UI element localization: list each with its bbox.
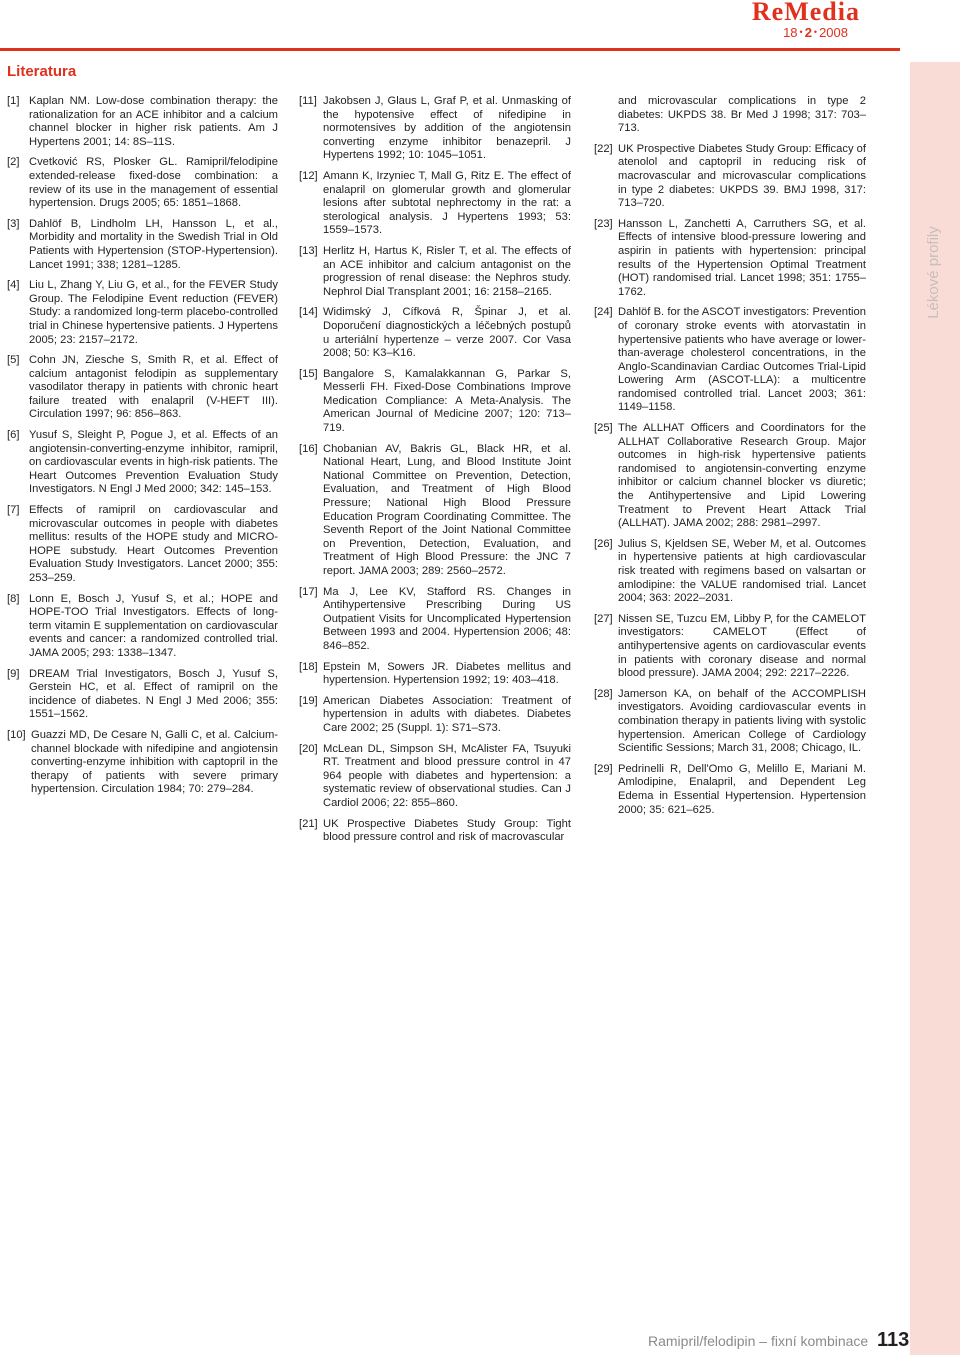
reference-text: Jakobsen J, Glaus L, Graf P, et al. Unmasking of the hypotensive effect of nifedipine in normotensives by addition of the angiotensin converting enzyme inhibitor benazepril. J Hypertens 1992; 10: 1045–1051. <box>323 95 571 162</box>
reference-item <box>7 668 278 722</box>
reference-item <box>7 156 278 210</box>
reference-number: [5] <box>7 354 20 367</box>
reference-number: [16] <box>299 442 318 455</box>
reference-number: [13] <box>299 244 318 257</box>
reference-item <box>7 218 278 272</box>
reference-item <box>7 354 278 422</box>
header-rule <box>0 48 900 51</box>
reference-text: Herlitz H, Hartus K, Risler T, et al. The effects of an ACE inhibitor and calcium antagonist on the progression of renal disease: the Nephros study. Nephrol Dial Transplant 2001; 16: 2158–2165. <box>323 244 571 298</box>
reference-text: Cohn JN, Ziesche S, Smith R, et al. Effect of calcium antagonist felodipin as supplementary vasodilator therapy in patients with chronic heart failure treated with enalapril (V-HEFT III). Circulation 1997; 96: 856–863. <box>29 354 278 421</box>
issue-part: 2 <box>804 25 812 40</box>
reference-text: UK Prospective Diabetes Study Group: Tight blood pressure control and risk of macrovascular <box>323 817 571 844</box>
reference-text: Jamerson KA, on behalf of the ACCOMPLISH investigators. Avoiding cardiovascular events in combination therapy in patients living with systolic hypertension. American College of Cardiology Scientific Sessions; March 31, 2008; Chicago, IL. <box>618 687 866 755</box>
reference-item <box>299 170 571 238</box>
reference-number: [17] <box>299 585 318 598</box>
issue-number: 18 <box>783 25 798 40</box>
reference-text: DREAM Trial Investigators, Bosch J, Yusuf S, Gerstein HC, et al. Effect of ramipril on the incidence of diabetes. N Engl J Med 2006; 355: 1551–1562. <box>29 667 278 721</box>
reference-text: Chobanian AV, Bakris GL, Black HR, et al. National Heart, Lung, and Blood Institute Joint National Committee on Prevention, Detection, Evaluation, and Treatment of High Blood Pressure; National High Blood Pressure Education Program Coordinating Committee. The Seventh Report of the Joint National Committee on Prevention, Detection, Evaluation, and Treatment of High Blood Pressure: the JNC 7 report. JAMA 2003; 289: 2560–2572. <box>323 442 571 577</box>
side-section-text: Lékové profily <box>924 225 942 319</box>
reference-number: [1] <box>7 95 20 107</box>
reference-item <box>7 504 278 586</box>
reference-number: [6] <box>7 429 20 442</box>
reference-number: [22] <box>594 142 613 155</box>
reference-text: Dahlöf B, Lindholm LH, Hansson L, et al., Morbidity and mortality in the Swedish Trial in Old Patients with Hypertension (STOP-Hypertension). Lancet 1991; 338; 1281–1285. <box>29 217 278 271</box>
reference-text: Amann K, Irzyniec T, Mall G, Ritz E. The effect of enalapril on glomerular growth and glomerular lesions after subtotal nephrectomy in the rat: a sterological analysis. J Hypertens 1993; 53: 1559–1573. <box>323 169 571 237</box>
reference-text: Epstein M, Sowers JR. Diabetes mellitus and hypertension. Hypertension 1992; 19: 403–418. <box>323 660 571 687</box>
reference-text: Yusuf S, Sleight P, Pogue J, et al. Effects of an angiotensin-converting-enzyme inhibitor, ramipril, on cardiovascular events in high-risk patients. The Heart Outcomes Prevention Evaluation Study Investigators. N Engl J Med 2000; 342: 145–153. <box>29 429 278 496</box>
reference-item <box>594 763 866 817</box>
issue-label <box>783 25 848 40</box>
section-title: Literatura <box>7 63 77 80</box>
running-title: Ramipril/felodipin – fixní kombinace <box>648 1333 869 1349</box>
reference-text: Hansson L, Zanchetti A, Carruthers SG, et al. Effects of intensive blood-pressure lowering and aspirin in patients with hypertension: principal results of the Hypertension Optimal Treatment (HOT) randomised trial. Lancet 1998; 351: 1755–1762. <box>618 217 866 298</box>
reference-text: Guazzi MD, De Cesare N, Galli C, et al. Calcium-channel blockade with nifedipine and angiotensin converting-enzyme inhibition with captopril in the therapy of patients with severe primary hypertension. Circulation 1984; 70: 279–284. <box>31 728 278 796</box>
reference-item <box>7 95 278 149</box>
reference-item <box>594 143 866 211</box>
reference-number: [26] <box>594 537 613 550</box>
reference-number: [25] <box>594 422 613 435</box>
reference-item <box>299 586 571 654</box>
column-2 <box>299 95 571 852</box>
reference-text: Lonn E, Bosch J, Yusuf S, et al.; HOPE and HOPE-TOO Trial Investigators. Effects of long-term vitamin E supplementation on cardiovascular events and cancer: a randomized controlled trial. JAMA 2005; 293: 1338–1347. <box>29 592 278 659</box>
reference-item <box>299 661 571 688</box>
issue-year: 2008 <box>819 25 848 40</box>
reference-number: [8] <box>7 592 20 605</box>
reference-number: [12] <box>299 169 318 182</box>
journal-logo: ReMedia <box>751 0 860 26</box>
reference-number: [4] <box>7 279 20 292</box>
reference-text: American Diabetes Association: Treatment of hypertension in adults with diabetes. Diabetes Care 2002; 25 (Suppl. 1): S71–S73. <box>323 694 571 734</box>
reference-item <box>594 218 866 300</box>
reference-number: [18] <box>299 660 318 673</box>
reference-item <box>594 613 866 681</box>
reference-number: [14] <box>299 306 318 319</box>
reference-item <box>594 538 866 606</box>
issue-separator: • <box>799 27 803 37</box>
reference-item <box>7 279 278 347</box>
reference-item <box>7 729 278 797</box>
reference-text: UK Prospective Diabetes Study Group: Efficacy of atenolol and captopril in reducing risk of macrovascular and microvascular complications in type 2 diabetes: UKPDS 39. BMJ 1998, 317: 713–720. <box>618 142 866 210</box>
reference-number: [11] <box>299 95 317 107</box>
reference-continuation: and microvascular complications in type 2 diabetes: UKPDS 38. Br Med J 1998; 317: 703–713. <box>618 95 866 135</box>
reference-text: Dahlöf B. for the ASCOT investigators: Prevention of coronary stroke events with atorvastatin in hypertensive patients who have average or lower-than-average cholesterol concentrations, in the Anglo-Scandinavian Cardiac Outcomes Trial-Lipid Lowering Arm (ASCOT-LLA): a multicentre randomised controlled trial. Lancet 2003; 361: 1149–1158. <box>618 306 866 414</box>
reference-text: Effects of ramipril on cardiovascular and microvascular outcomes in people with diabetes mellitus: results of the HOPE study and MICRO-HOPE substudy. Heart Outcomes Prevention Evaluation Study Investigators. Lancet 2000; 355: 253–259. <box>29 504 278 584</box>
reference-number: [27] <box>594 612 613 625</box>
reference-text: Ma J, Lee KV, Stafford RS. Changes in Antihypertensive Prescribing During US Outpatient Visits for Uncomplicated Hypertension Between 1993 and 2004. Hypertension 2006; 48: 846–852. <box>323 585 571 652</box>
reference-item <box>7 429 278 497</box>
reference-item <box>299 818 571 845</box>
reference-number: [29] <box>594 762 613 775</box>
reference-text: Pedrinelli R, Dell'Omo G, Melillo E, Mariani M. Amlodipine, Enalapril, and Dependent Leg Edema in Essential Hypertension. Hypertension 2000; 35: 621–625. <box>618 762 866 816</box>
reference-number: [24] <box>594 306 613 319</box>
reference-item <box>299 306 571 360</box>
reference-item <box>299 695 571 736</box>
reference-text: Bangalore S, Kamalakkannan G, Parkar S, Messerli FH. Fixed-Dose Combinations Improve Medication Compliance: A Meta-Analysis. The American Journal of Medicine 2007; 120: 713–719. <box>323 367 571 435</box>
issue-separator: • <box>813 27 818 37</box>
reference-item <box>299 743 571 811</box>
reference-item <box>299 443 571 579</box>
reference-number: [7] <box>7 504 20 517</box>
reference-number: [20] <box>299 742 318 755</box>
reference-item <box>299 95 571 163</box>
reference-text: Julius S, Kjeldsen SE, Weber M, et al. Outcomes in hypertensive patients at high cardiovascular risk treated with regimens based on valsartan or amlodipine: the VALUE randomised trial. Lancet 2004; 363: 2022–2031. <box>618 537 866 605</box>
reference-number: [10] <box>7 728 26 741</box>
reference-number: [28] <box>594 687 613 700</box>
page-number: 113 <box>877 1329 910 1351</box>
column-3 <box>594 95 866 824</box>
side-section-label <box>913 222 953 322</box>
reference-number: [15] <box>299 367 318 380</box>
reference-text: Nissen SE, Tuzcu EM, Libby P, for the CAMELOT investigators: CAMELOT (Effect of antihypertensive agents on cardiovascular events in patients with coronary disease and normal blood pressure). JAMA 2004; 292: 2217–2226. <box>618 612 866 680</box>
reference-item <box>299 245 571 299</box>
reference-text: McLean DL, Simpson SH, McAlister FA, Tsuyuki RT. Treatment and blood pressure control in 47 964 people with diabetes and hypertension: a systematic review of observational studies. Can J Cardiol 2006; 22: 855–860. <box>323 742 571 809</box>
reference-number: [21] <box>299 817 318 830</box>
reference-item <box>594 688 866 756</box>
reference-text: Widimský J, Cífková R, Špinar J, et al. Doporučení diagnostických a léčebných postupů u arteriální hypertenze – verze 2007. Cor Vasa 2008; 50: K3–K16. <box>323 306 571 360</box>
reference-text: The ALLHAT Officers and Coordinators for the ALLHAT Collaborative Research Group. Major outcomes in high-risk hypertensive patients randomised to angiotensin-converting enzyme inhibitor or calcium channel blocker vs diuretic; the Antihypertensive and Lipid Lowering Treatment to Prevent Heart Attack Trial (ALLHAT). JAMA 2002; 288: 2981–2997. <box>618 422 866 530</box>
reference-text: Kaplan NM. Low-dose combination therapy: the rationalization for an ACE inhibitor and a calcium channel blocker in higher risk patients. Am J Hypertens 2001; 14: 8S–11S. <box>29 95 278 148</box>
reference-item <box>594 306 866 415</box>
reference-text: Cvetković RS, Plosker GL. Ramipril/felodipine extended-release fixed-dose combination: a review of its use in the management of essential hypertension. Drugs 2005; 65: 1851–1868. <box>29 156 278 210</box>
reference-item <box>594 422 866 531</box>
column-1 <box>7 95 278 804</box>
reference-number: [9] <box>7 667 20 680</box>
reference-item <box>299 368 571 436</box>
reference-text: Liu L, Zhang Y, Liu G, et al., for the FEVER Study Group. The Felodipine Event reduction (FEVER) Study: a randomized long-term placebo-controlled trial in Chinese hypertensive patients. J Hypertens 2005; 23: 2157–2172. <box>29 279 278 346</box>
reference-number: [23] <box>594 217 613 230</box>
reference-number: [2] <box>7 156 20 169</box>
reference-item <box>7 593 278 661</box>
reference-number: [3] <box>7 217 20 230</box>
reference-number: [19] <box>299 694 318 707</box>
